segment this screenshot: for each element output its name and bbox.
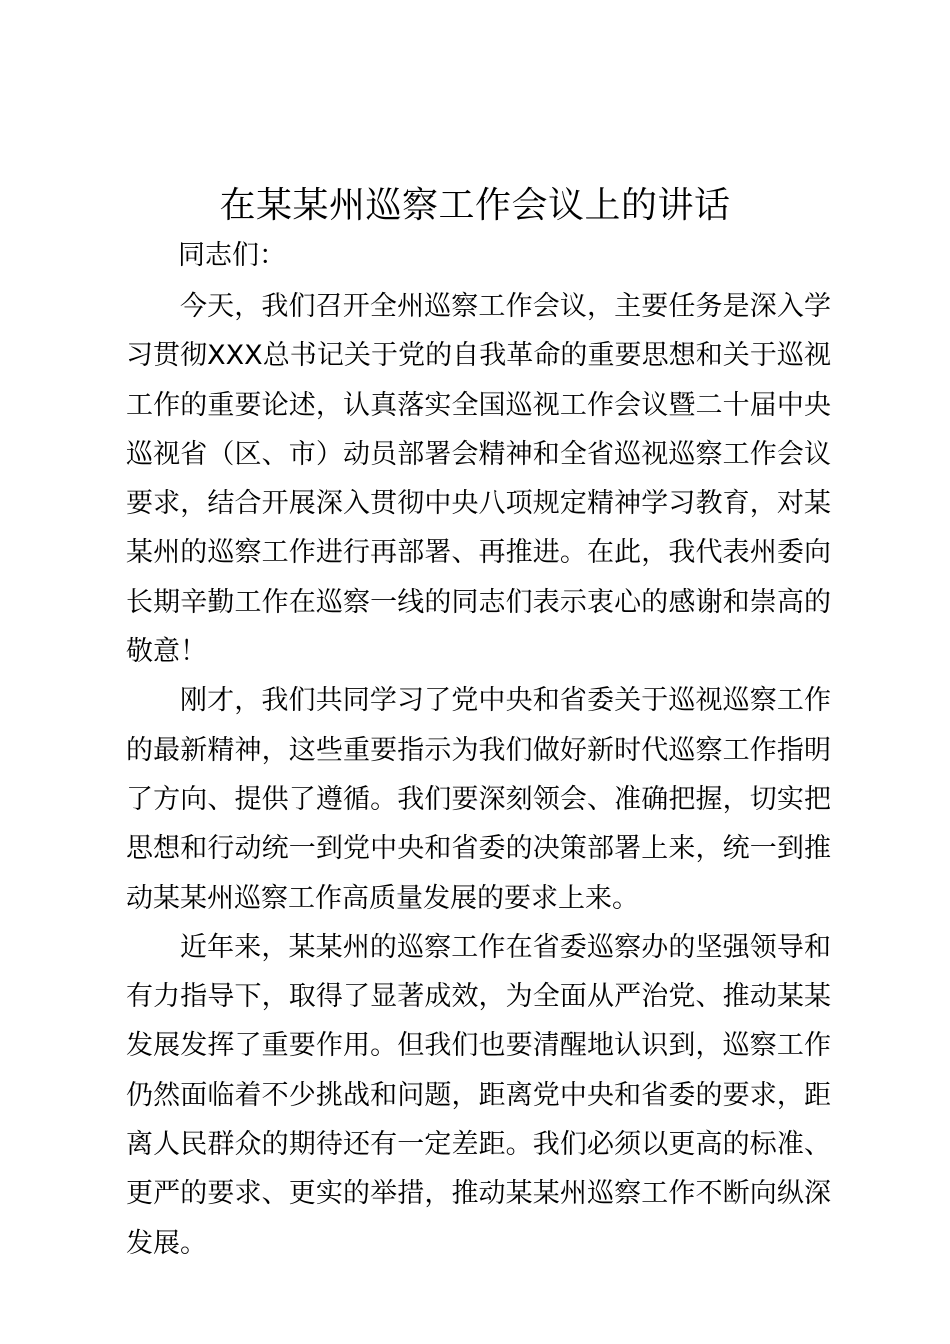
paragraph-study: 刚才，我们共同学习了党中央和省委关于巡视巡察工作的最新精神，这些重要指示为我们做好新时代巡察工作指明了方向、提供了遵循。我们要深刻领会、准确把握，切实把思想和行动统一到党中央和省委的决策部署上来，统一到推动某某州巡察工作高质量发展的要求上来。 xyxy=(126,685,831,914)
paragraph-achievements: 近年来，某某州的巡察工作在省委巡察办的坚强领导和有力指导下，取得了显著成效，为全面从严治党、推动某某发展发挥了重要作用。但我们也要清醒地认识到，巡察工作仍然面临着不少挑战和问题，距离党中央和省委的要求，距离人民群众的期待还有一定差距。我们必须以更高的标准、更严的要求、更实的举措，推动某某州巡察工作不断向纵深发展。 xyxy=(126,931,831,1259)
salutation: 同志们： xyxy=(178,240,286,271)
paragraph-opening: 今天，我们召开全州巡察工作会议，主要任务是深入学习贯彻XXX总书记关于党的自我革命的重要思想和关于巡视工作的重要论述，认真落实全国巡视工作会议暨二十届中央巡视省（区、市）动员部署会精神和全省巡视巡察工作会议要求，结合开展深入贯彻中央八项规定精神学习教育，对某某州的巡察工作进行再部署、再推进。在此，我代表州委向长期辛勤工作在巡察一线的同志们表示衷心的感谢和崇高的敬意！ xyxy=(126,291,831,668)
document-body xyxy=(126,282,831,1268)
document-title: 在某某州巡察工作会议上的讲话 xyxy=(219,185,731,226)
